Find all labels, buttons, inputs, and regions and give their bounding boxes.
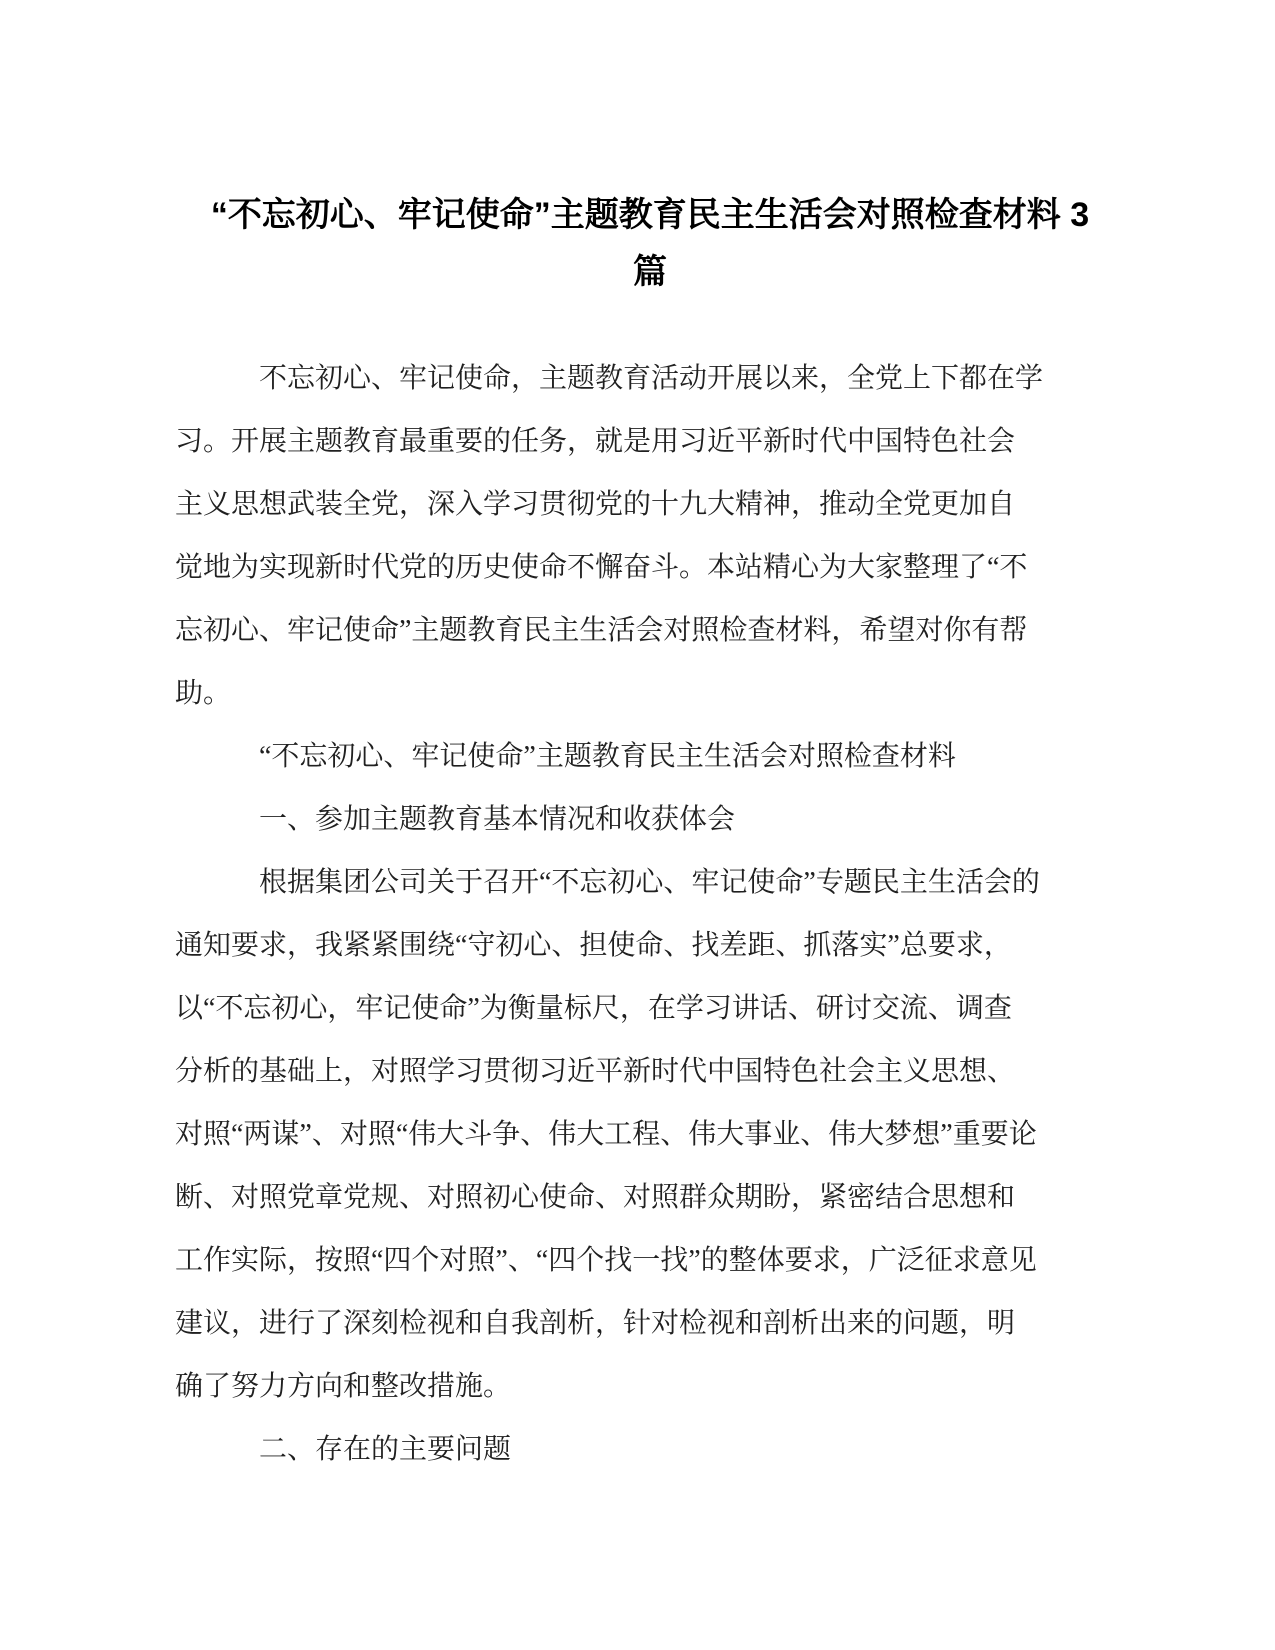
section-heading <box>175 1418 1125 1481</box>
text-line: 助。 <box>175 678 232 709</box>
text-line: 分析的基础上，对照学习贯彻习近平新时代中国特色社会主义思想、 <box>175 1056 1016 1087</box>
text-line: “不忘初心、牢记使命”主题教育民主生活会对照检查材料 <box>259 741 956 772</box>
document-title <box>175 187 1125 301</box>
section-heading <box>175 788 1125 851</box>
text-line: 工作实际，按照“四个对照”、“四个找一找”的整体要求，广泛征求意见 <box>175 1245 1037 1276</box>
text-line: 建议，进行了深刻检视和自我剖析，针对检视和剖析出来的问题，明 <box>175 1308 1016 1339</box>
text-line: 一、参加主题教育基本情况和收获体会 <box>259 804 736 835</box>
text-line: 习。开展主题教育最重要的任务，就是用习近平新时代中国特色社会 <box>175 426 1016 457</box>
text-line: 断、对照党章党规、对照初心使命、对照群众期盼，紧密结合思想和 <box>175 1182 1016 1213</box>
text-line: 二、存在的主要问题 <box>259 1434 512 1465</box>
text-line: 主义思想武装全党，深入学习贯彻党的十九大精神，推动全党更加自 <box>175 489 1016 520</box>
paragraph <box>175 851 1125 1418</box>
text-line: 以“不忘初心，牢记使命”为衡量标尺，在学习讲话、研讨交流、调查 <box>175 993 1012 1024</box>
text-line: 忘初心、牢记使命”主题教育民主生活会对照检查材料，希望对你有帮 <box>175 615 1028 646</box>
text-line: 确了努力方向和整改措施。 <box>175 1371 512 1402</box>
text-line: 通知要求，我紧紧围绕“守初心、担使命、找差距、抓落实”总要求， <box>175 930 1012 961</box>
text-line: 对照“两谋”、对照“伟大斗争、伟大工程、伟大事业、伟大梦想”重要论 <box>175 1119 1037 1150</box>
text-line: 不忘初心、牢记使命，主题教育活动开展以来，全党上下都在学 <box>259 363 1044 394</box>
text-line: 觉地为实现新时代党的历史使命不懈奋斗。本站精心为大家整理了“不 <box>175 552 1028 583</box>
paragraph <box>175 347 1125 725</box>
title-line: 篇 <box>633 253 667 291</box>
paragraph <box>175 725 1125 788</box>
text-line: 根据集团公司关于召开“不忘初心、牢记使命”专题民主生活会的 <box>259 867 1040 898</box>
title-line: “不忘初心、牢记使命”主题教育民主生活会对照检查材料 3 <box>210 196 1090 234</box>
document-body <box>175 347 1125 1481</box>
